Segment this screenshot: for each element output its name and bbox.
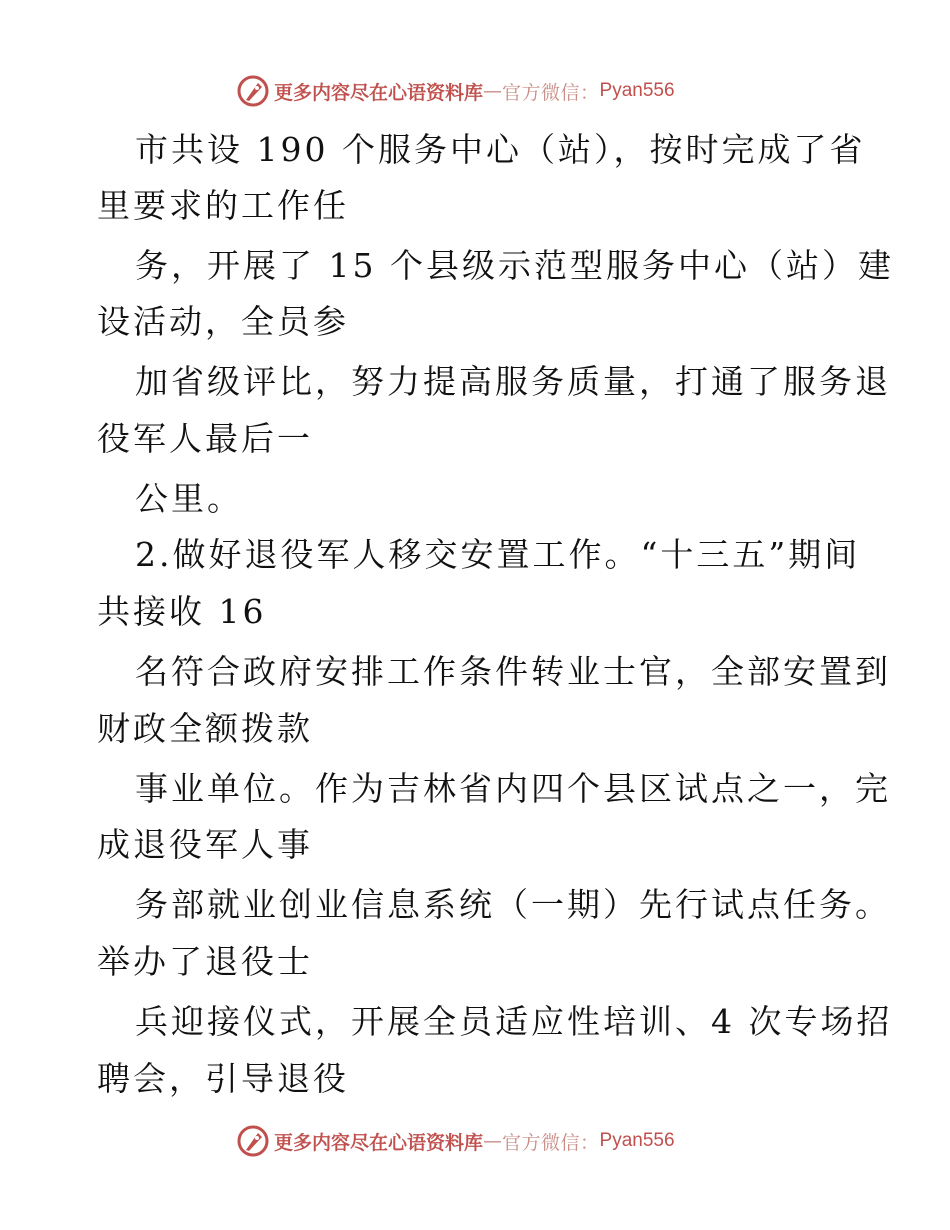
footer-watermark (236, 1121, 675, 1161)
watermark-dash: — (483, 80, 503, 102)
watermark-brand-text: 更多内容尽在心语资料库 (274, 1131, 484, 1154)
body-line: 兵迎接仪式，开展全员适应性培训、4 次专场招 (135, 1002, 893, 1041)
body-line: 设活动，全员参 (97, 302, 349, 341)
watermark-brand-text: 更多内容尽在心语资料库 (274, 81, 484, 104)
body-line: 举办了退役士 (97, 942, 313, 981)
body-line: 务部就业创业信息系统（一期）先行试点任务。 (135, 885, 891, 924)
watermark-dash: — (483, 1130, 503, 1152)
watermark-account: Pyan556 (599, 80, 675, 101)
body-line: 财政全额拨款 (97, 709, 313, 748)
body-line: 市共设 190 个服务中心（站），按时完成了省 (135, 130, 866, 169)
header-watermark (236, 71, 675, 111)
body-line: 役军人最后一 (97, 419, 313, 458)
body-line: 里要求的工作任 (97, 186, 349, 225)
body-line: 务，开展了 15 个县级示范型服务中心（站）建 (135, 246, 894, 285)
watermark-label: 官方微信： (502, 81, 600, 104)
pen-nib-circle-icon (236, 74, 270, 108)
body-line: 公里。 (135, 479, 243, 518)
body-line: 事业单位。作为吉林省内四个县区试点之一，完 (135, 769, 891, 808)
watermark-label: 官方微信： (502, 1131, 600, 1154)
watermark-account: Pyan556 (599, 1130, 675, 1151)
pen-nib-circle-icon (236, 1124, 270, 1158)
body-line: 成退役军人事 (97, 825, 313, 864)
body-line: 聘会，引导退役 (97, 1059, 349, 1098)
body-line: 2.做好退役军人移交安置工作。“十三五”期间 (135, 535, 861, 574)
body-line: 加省级评比，努力提高服务质量，打通了服务退 (135, 362, 891, 401)
body-line: 共接收 16 (97, 592, 267, 631)
body-line: 名符合政府安排工作条件转业士官，全部安置到 (135, 652, 891, 691)
